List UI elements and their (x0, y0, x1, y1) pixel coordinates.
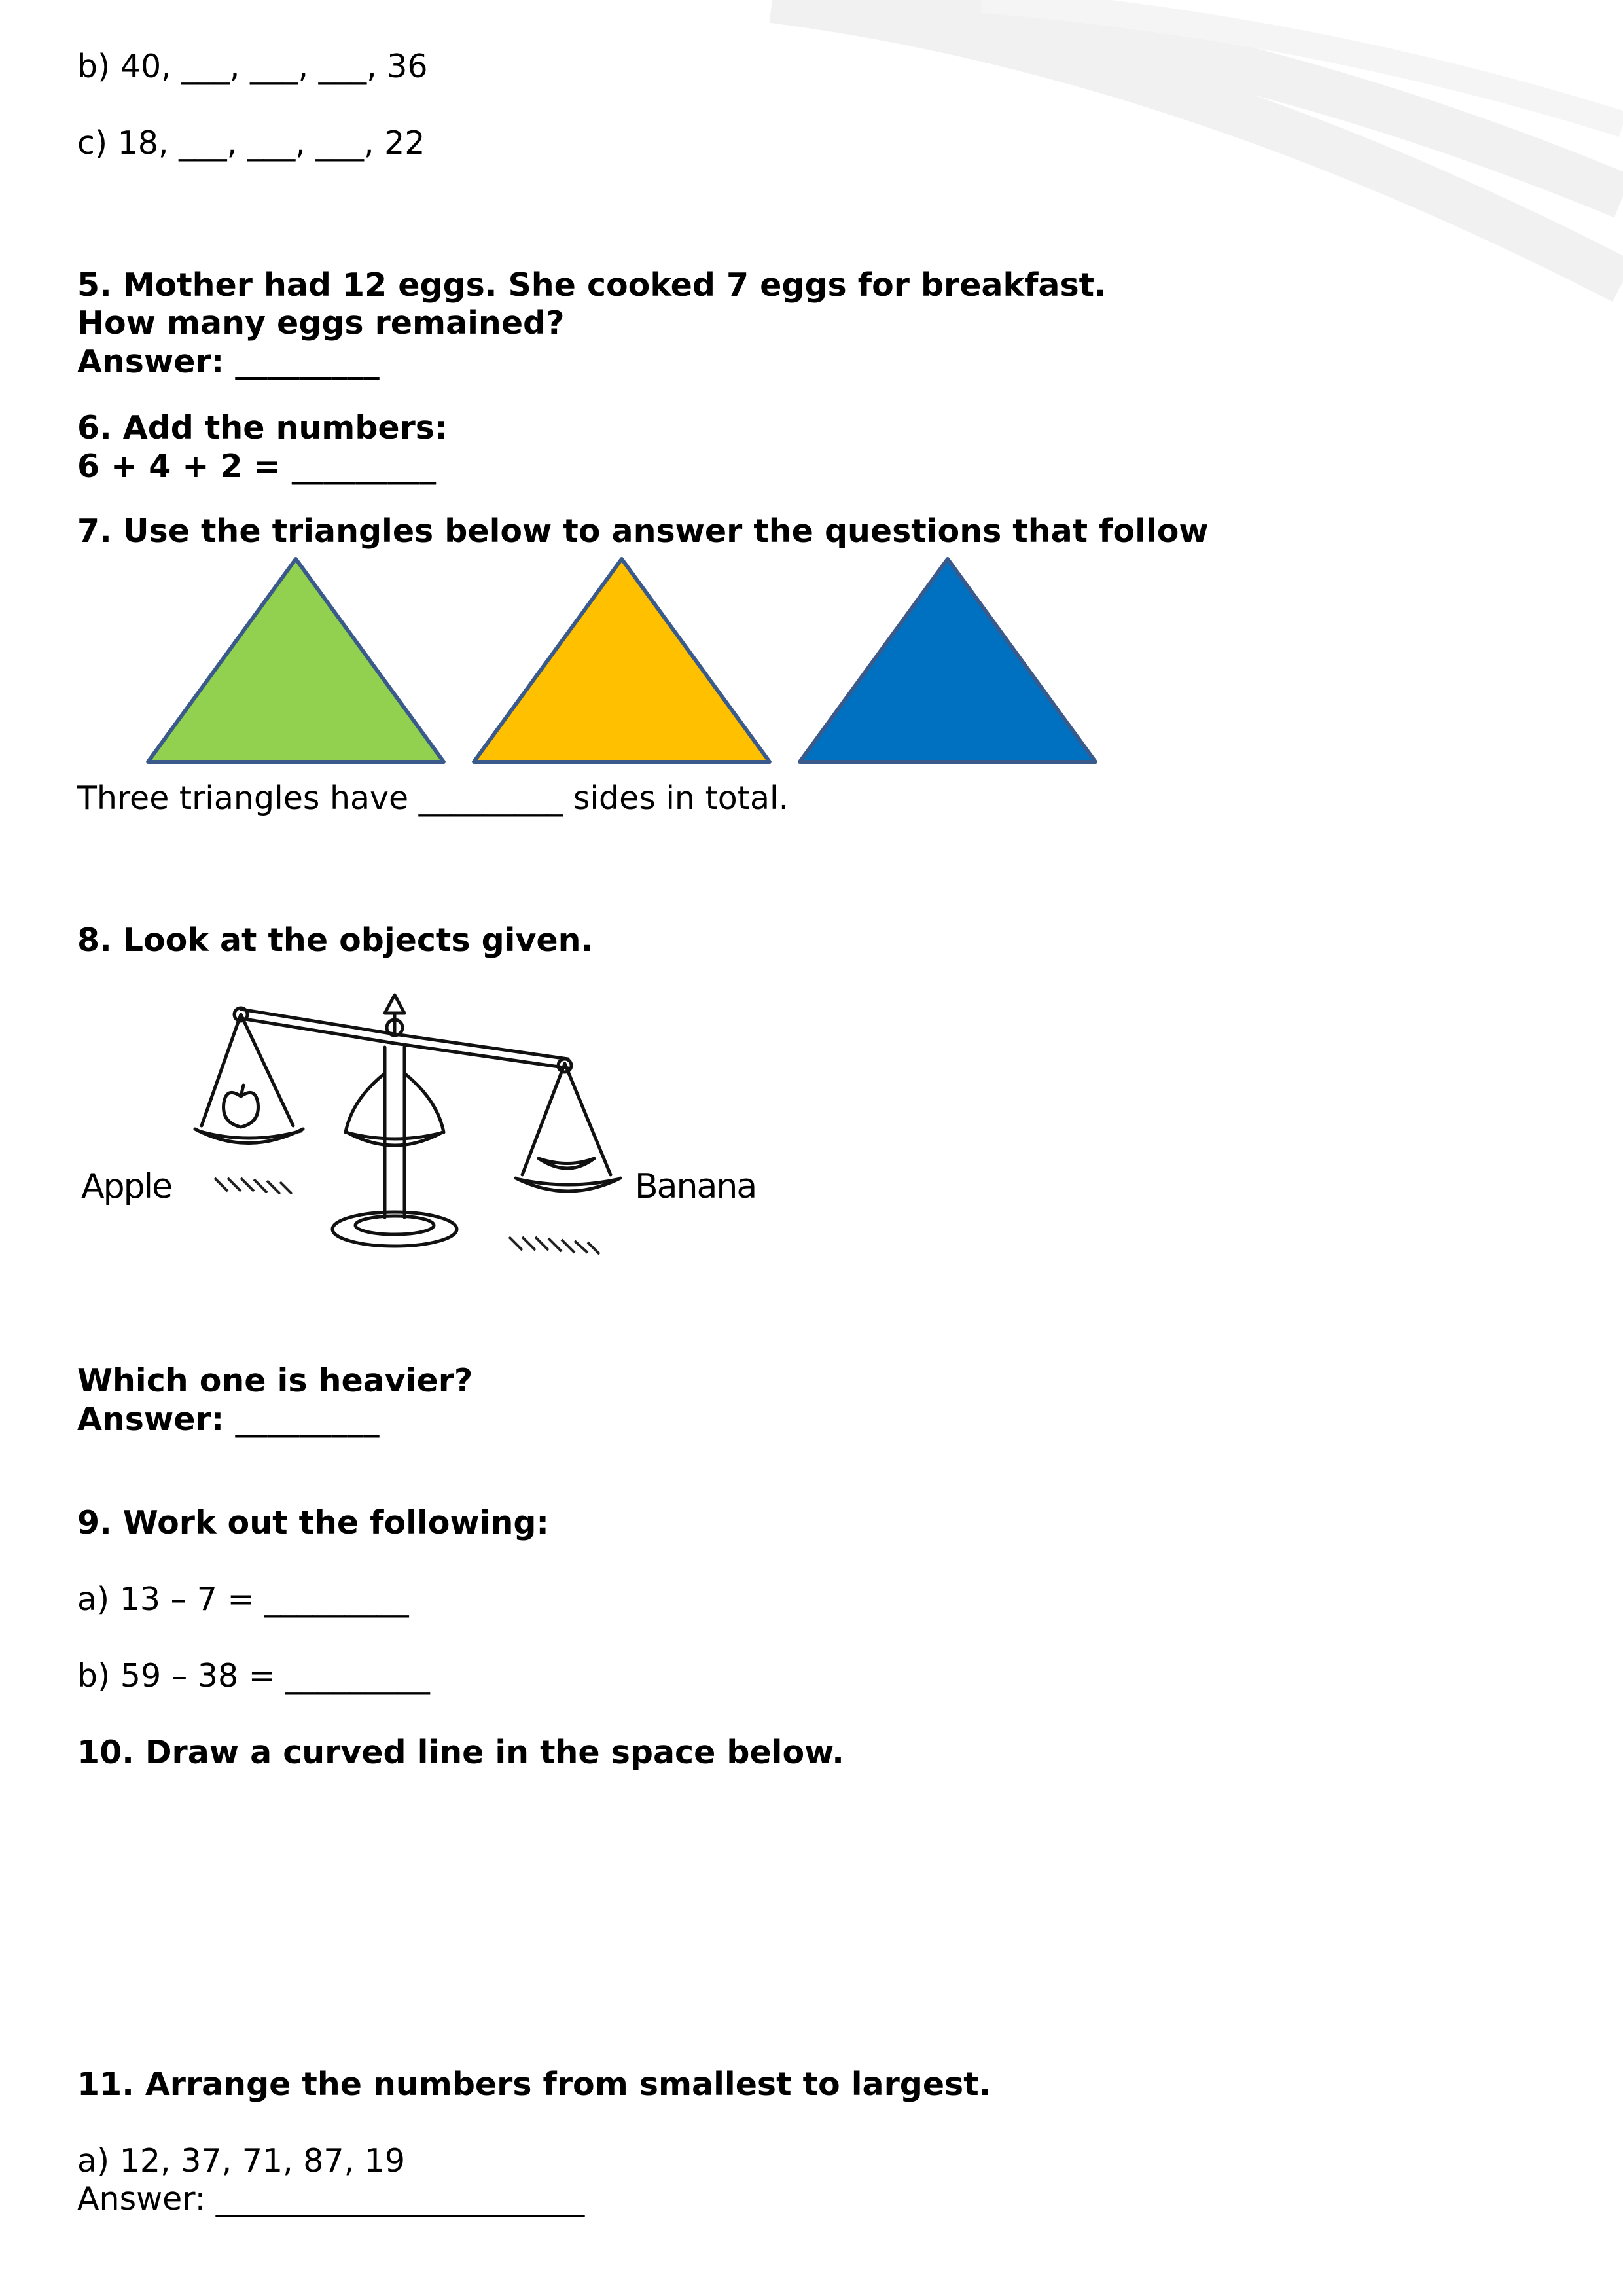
q11-a: a) 12, 37, 71, 87, 19 (77, 2142, 406, 2179)
q6-sum: 6 + 4 + 2 = _________ (77, 448, 437, 485)
q11-answer: Answer: _______________________ (77, 2180, 585, 2217)
q7-sentence: Three triangles have _________ sides in total. (77, 780, 789, 817)
drawing-space[interactable] (77, 1780, 928, 2042)
banana-label: Banana (635, 1167, 757, 1206)
q5-line-1: 5. Mother had 12 eggs. She cooked 7 eggs for breakfast. (77, 266, 1107, 304)
q8-heading: 8. Look at the objects given. (77, 922, 594, 959)
q9-a: a) 13 – 7 = _________ (77, 1581, 409, 1618)
q11-heading: 11. Arrange the numbers from smallest to largest. (77, 2066, 991, 2103)
q6-heading: 6. Add the numbers: (77, 409, 448, 446)
q5-line-2: How many eggs remained? (77, 304, 565, 342)
sequence-c: c) 18, ___, ___, ___, 22 (77, 124, 425, 162)
q9-heading: 9. Work out the following: (77, 1504, 550, 1541)
triangle-green (144, 555, 448, 766)
q9-b: b) 59 – 38 = _________ (77, 1657, 430, 1695)
q8-answer: Answer: _________ (77, 1401, 380, 1438)
triangle-yellow (470, 555, 774, 766)
q8-question: Which one is heavier? (77, 1362, 473, 1399)
q10-heading: 10. Draw a curved line in the space below. (77, 1734, 844, 1771)
sequence-b: b) 40, ___, ___, ___, 36 (77, 48, 428, 85)
q7-heading: 7. Use the triangles below to answer the questions that follow (77, 512, 1209, 550)
apple-label: Apple (81, 1167, 172, 1206)
q5-answer: Answer: _________ (77, 343, 380, 380)
balance-scale-illustration (77, 982, 784, 1270)
triangle-blue (796, 555, 1099, 766)
